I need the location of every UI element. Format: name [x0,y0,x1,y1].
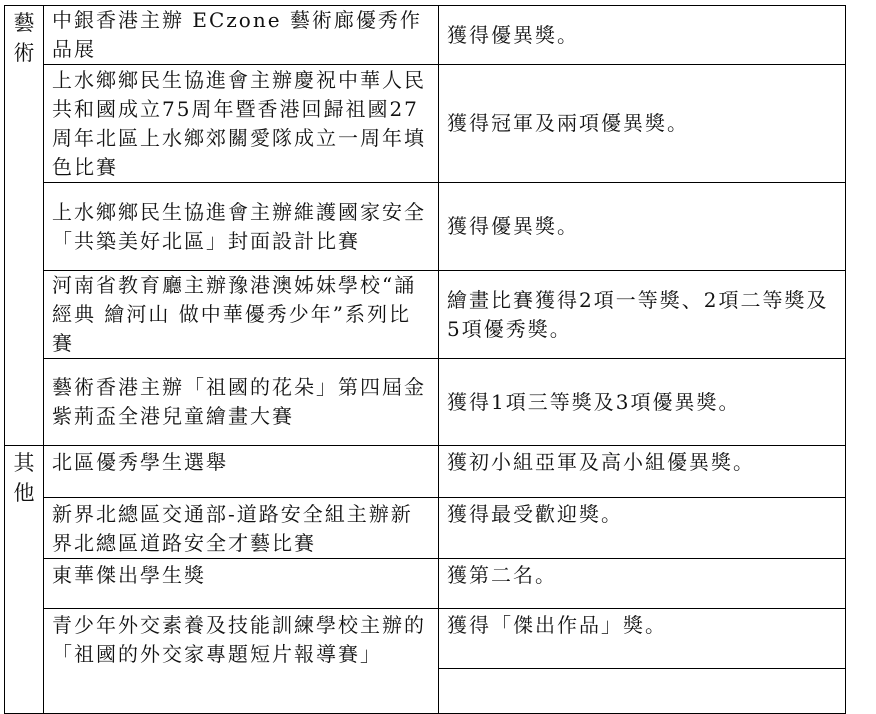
award-description: 河南省教育廳主辦豫港澳姊妹學校“誦經典 繪河山 做中華優秀少年”系列比賽 [44,271,439,359]
award-result: 獲第二名。 [439,559,846,609]
table-row [5,271,846,359]
table-row [5,609,846,669]
awards-table [4,5,846,714]
award-description: 中銀香港主辦 ECzone 藝術廊優秀作品展 [44,6,439,65]
table-row [5,559,846,609]
category-char: 他 [13,481,35,505]
award-result: 獲得「傑出作品」獎。 [439,609,846,669]
category-arts [5,6,44,446]
category-char: 藝 [13,11,35,35]
table-row [5,6,846,65]
table-row [5,446,846,498]
award-result: 獲得優異獎。 [439,6,846,65]
award-result: 獲得1項三等獎及3項優異獎。 [439,359,846,446]
category-char: 其 [13,451,35,475]
category-char: 術 [13,41,35,65]
award-result: 獲得最受歡迎獎。 [439,498,846,559]
award-description: 東華傑出學生獎 [44,559,439,609]
award-result: 繪畫比賽獲得2項一等獎、2項二等獎及5項優秀獎。 [439,271,846,359]
award-result: 獲初小組亞軍及高小組優異獎。 [439,446,846,498]
award-result: 獲得優異獎。 [439,183,846,271]
award-description: 上水鄉鄉民生協進會主辦維護國家安全「共築美好北區」封面設計比賽 [44,183,439,271]
table-row [5,65,846,183]
award-description: 北區優秀學生選舉 [44,446,439,498]
category-other [5,446,44,714]
award-description: 青少年外交素養及技能訓練學校主辦的「祖國的外交家專題短片報導賽」 [44,609,439,714]
award-description: 上水鄉鄉民生協進會主辦慶祝中華人民共和國成立75周年暨香港回歸祖國27周年北區上水鄉郊關愛隊成立一周年填色比賽 [44,65,439,183]
table-row [5,498,846,559]
table-row [5,359,846,446]
table-row [5,183,846,271]
award-result: 獲得冠軍及兩項優異獎。 [439,65,846,183]
empty-cell [439,669,846,714]
award-description: 新界北總區交通部-道路安全組主辦新界北總區道路安全才藝比賽 [44,498,439,559]
award-description: 藝術香港主辦「祖國的花朵」第四屆金紫荊盃全港兒童繪畫大賽 [44,359,439,446]
